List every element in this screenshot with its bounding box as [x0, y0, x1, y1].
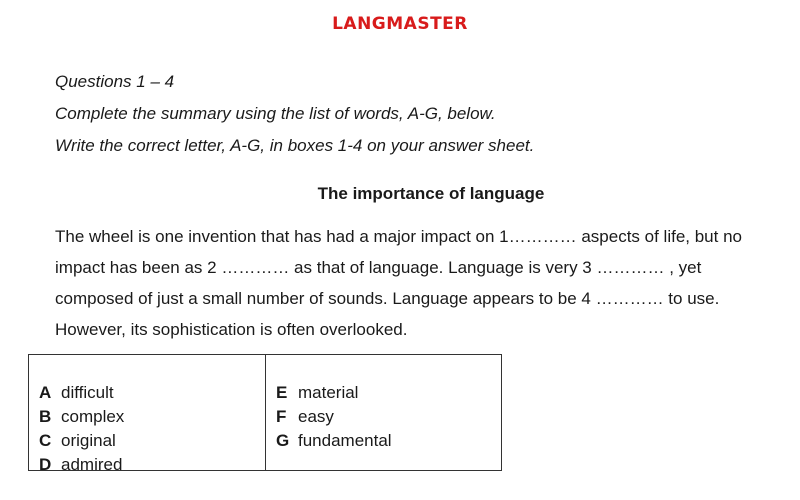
summary-line: composed of just a small number of sounds. Language appears to be 4 ………… to use.: [55, 289, 720, 308]
options-column-left: [29, 355, 265, 474]
option-item: [39, 381, 265, 405]
option-letter: A: [39, 383, 52, 402]
option-item: [276, 381, 501, 405]
option-item: [39, 429, 265, 453]
option-letter: C: [39, 431, 52, 450]
option-item: [276, 429, 501, 453]
instruction-line-2: Write the correct letter, A-G, in boxes 1-4 on your answer sheet.: [55, 136, 535, 155]
summary-title: The importance of language: [317, 184, 545, 203]
summary-line: The wheel is one invention that has had a major impact on 1………… aspects of life, but no: [55, 227, 742, 246]
option-letter: D: [39, 455, 52, 474]
option-item: [39, 405, 265, 429]
options-column-right: [265, 355, 501, 470]
instructions: [55, 66, 534, 162]
summary-line: impact has been as 2 ………… as that of language. Language is very 3 ………… , yet: [55, 258, 702, 277]
option-letter: F: [276, 407, 287, 426]
summary-text: [55, 221, 795, 345]
questions-heading: Questions 1 – 4: [55, 72, 175, 91]
option-word: easy: [298, 407, 334, 426]
option-word: original: [61, 431, 116, 450]
option-item: [39, 453, 265, 477]
instruction-line-1: Complete the summary using the list of words, A-G, below.: [55, 104, 496, 123]
option-word: admired: [61, 455, 123, 474]
option-item: [276, 405, 501, 429]
word-options-box: [28, 354, 502, 474]
option-word: material: [298, 383, 359, 402]
option-letter: G: [276, 431, 290, 450]
option-word: complex: [61, 407, 125, 426]
option-word: difficult: [61, 383, 114, 402]
summary-line: However, its sophistication is often overlooked.: [55, 320, 408, 339]
option-letter: B: [39, 407, 52, 426]
option-word: fundamental: [298, 431, 392, 450]
option-letter: E: [276, 383, 288, 402]
brand-logo: LANGMASTER: [332, 14, 468, 34]
